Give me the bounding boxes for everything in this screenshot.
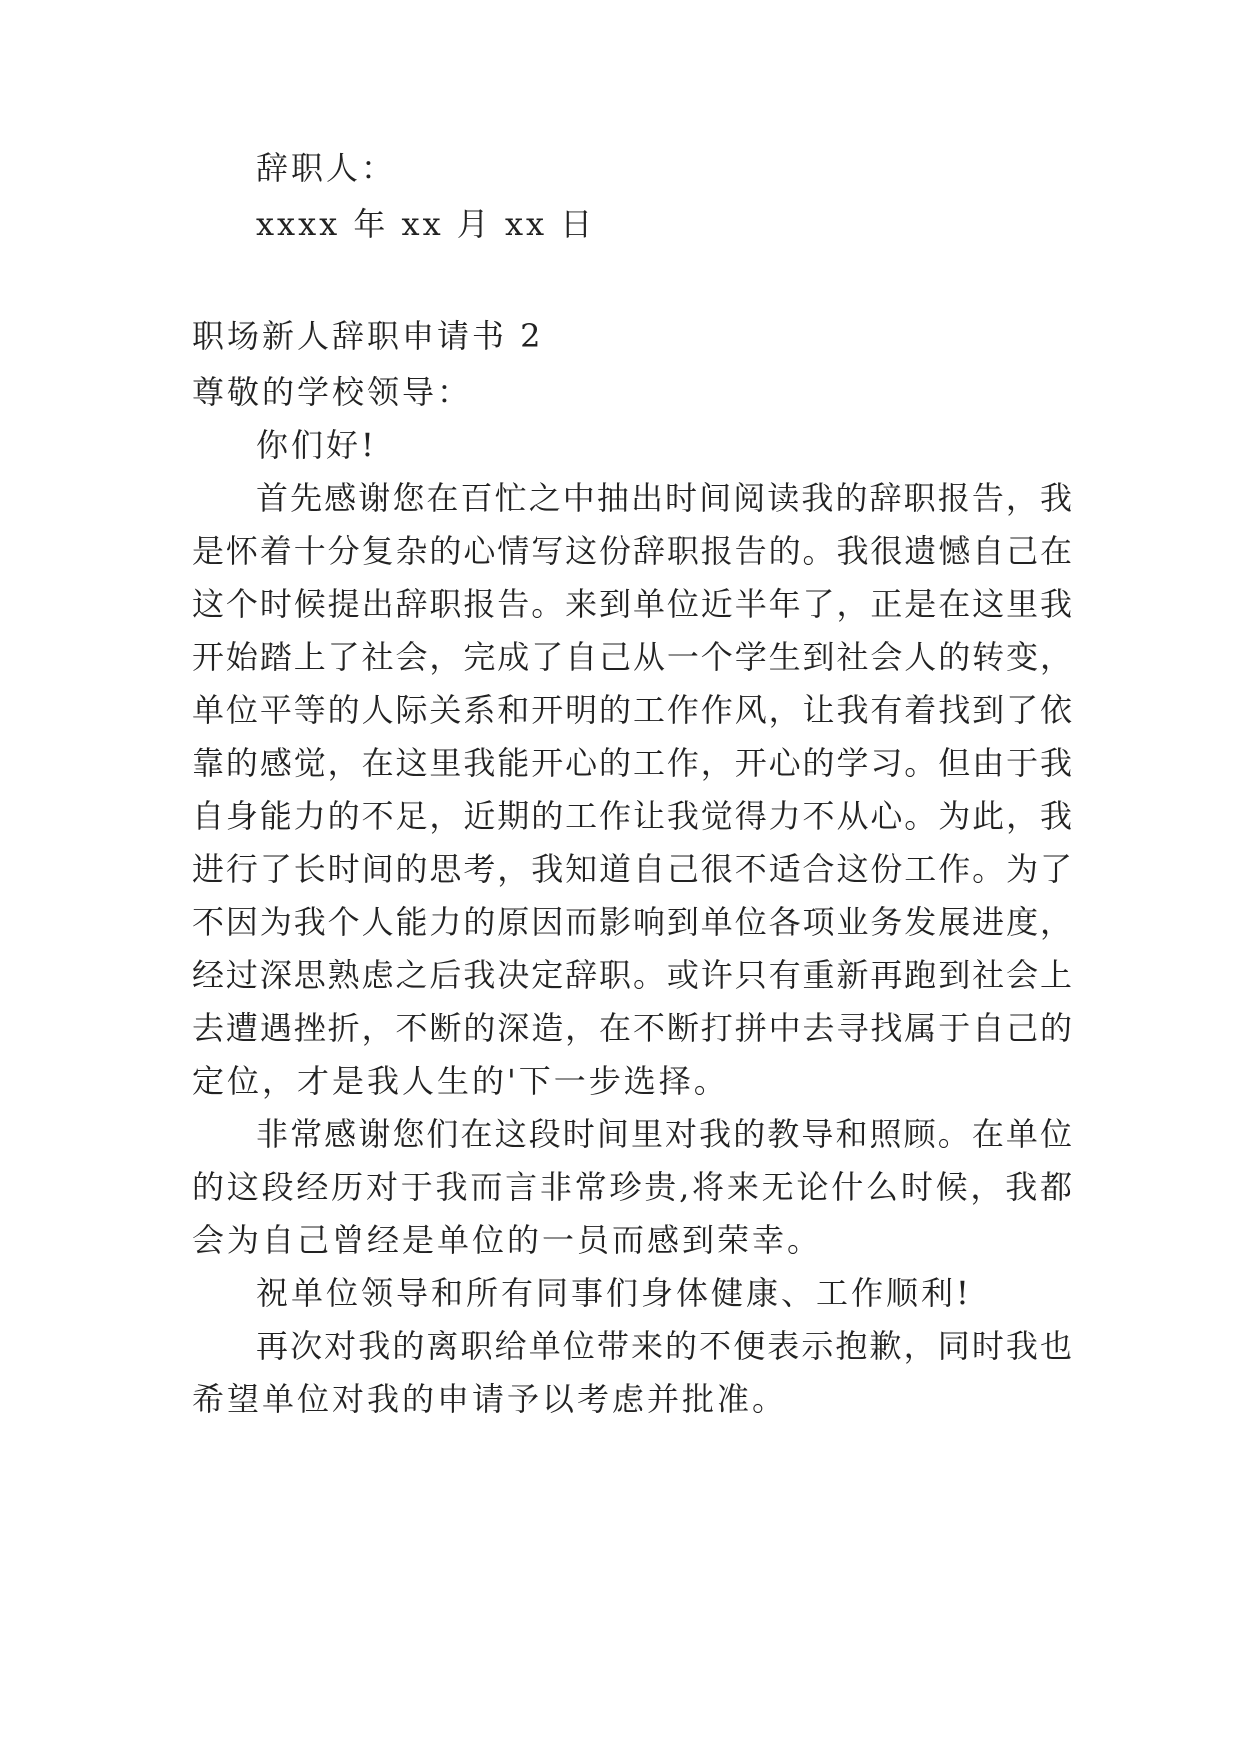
signature-date: xxxx 年 xx 月 xx 日	[256, 205, 596, 243]
paragraph-1-line: 进行了长时间的思考，我知道自己很不适合这份工作。为了	[192, 850, 1072, 888]
paragraph-1-line: 经过深思熟虑之后我决定辞职。或许只有重新再跑到社会上	[192, 956, 1072, 994]
paragraph-4-line: 希望单位对我的申请予以考虑并批准。	[192, 1380, 788, 1418]
letter-salutation: 尊敬的学校领导：	[192, 373, 473, 411]
paragraph-1-line: 靠的感觉，在这里我能开心的工作，开心的学习。但由于我	[192, 744, 1072, 782]
paragraph-1-line: 去遭遇挫折，不断的深造，在不断打拼中去寻找属于自己的	[192, 1009, 1072, 1047]
paragraph-2-line: 非常感谢您们在这段时间里对我的教导和照顾。在单位	[256, 1115, 1072, 1153]
paragraph-1-line: 是怀着十分复杂的心情写这份辞职报告的。我很遗憾自己在	[192, 532, 1072, 570]
paragraph-2-line: 的这段经历对于我而言非常珍贵,将来无论什么时候，我都	[192, 1168, 1072, 1206]
paragraph-2-line: 会为自己曾经是单位的一员而感到荣幸。	[192, 1221, 823, 1259]
letter-title: 职场新人辞职申请书 2	[192, 317, 544, 355]
paragraph-1-line: 首先感谢您在百忙之中抽出时间阅读我的辞职报告，我	[256, 479, 1072, 517]
paragraph-1-line: 自身能力的不足，近期的工作让我觉得力不从心。为此，我	[192, 797, 1072, 835]
paragraph-1-line: 定位，才是我人生的'下一步选择。	[192, 1062, 729, 1100]
letter-greeting: 你们好!	[256, 426, 377, 464]
paragraph-1-line: 单位平等的人际关系和开明的工作作风，让我有着找到了依	[192, 691, 1072, 729]
paragraph-1-line: 开始踏上了社会，完成了自己从一个学生到社会人的转变，	[192, 638, 1072, 676]
paragraph-1-line: 这个时候提出辞职报告。来到单位近半年了，正是在这里我	[192, 585, 1072, 623]
paragraph-1-line: 不因为我个人能力的原因而影响到单位各项业务发展进度，	[192, 903, 1072, 941]
signature-label: 辞职人：	[256, 149, 397, 187]
paragraph-3-line: 祝单位领导和所有同事们身体健康、工作顺利!	[256, 1274, 972, 1312]
paragraph-4-line: 再次对我的离职给单位带来的不便表示抱歉，同时我也	[256, 1327, 1072, 1365]
